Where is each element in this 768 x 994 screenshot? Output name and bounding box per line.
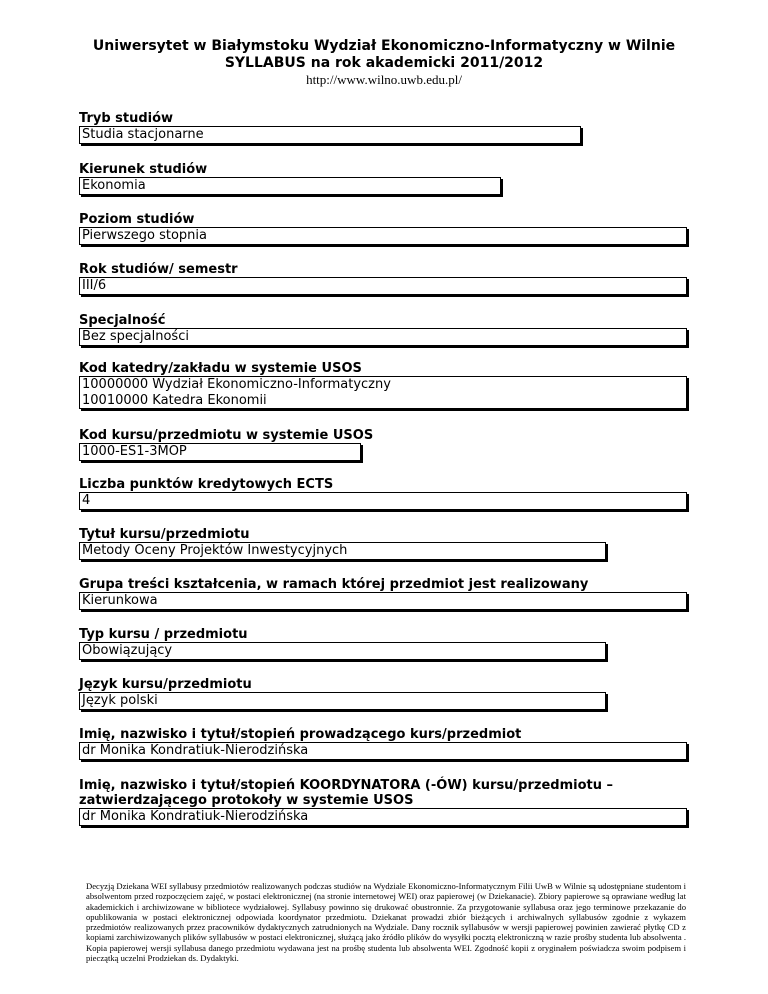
field-lecturer bbox=[79, 727, 687, 760]
field-course-type bbox=[79, 627, 606, 660]
field-label: Liczba punktów kredytowych ECTS bbox=[79, 477, 334, 492]
field-label: Rok studiów/ semestr bbox=[79, 262, 238, 277]
field-value: III/6 bbox=[79, 277, 687, 295]
field-content-group bbox=[79, 577, 687, 610]
field-value: 4 bbox=[79, 492, 687, 510]
field-coordinator bbox=[79, 778, 687, 826]
field-value: Bez specjalności bbox=[79, 328, 687, 346]
field-value: Metody Oceny Projektów Inwestycyjnych bbox=[79, 542, 606, 560]
field-label: Typ kursu / przedmiotu bbox=[79, 627, 248, 642]
field-value: dr Monika Kondratiuk-Nierodzińska bbox=[79, 808, 687, 826]
field-label: Grupa treści kształcenia, w ramach której przedmiot jest realizowany bbox=[79, 577, 589, 592]
field-label: Poziom studiów bbox=[79, 212, 195, 227]
field-course-title bbox=[79, 527, 606, 560]
field-value: 1000-ES1-3MOP bbox=[79, 443, 361, 461]
field-department-code bbox=[79, 361, 687, 409]
field-course-language bbox=[79, 677, 606, 710]
field-label: Imię, nazwisko i tytuł/stopień prowadzącego kurs/przedmiot bbox=[79, 727, 522, 742]
field-value: Pierwszego stopnia bbox=[79, 227, 687, 245]
document-header bbox=[0, 38, 768, 88]
field-study-mode bbox=[79, 111, 581, 144]
field-value: Ekonomia bbox=[79, 177, 501, 195]
field-value-line: 10000000 Wydział Ekonomiczno-Informatyczny bbox=[82, 377, 391, 392]
university-title: Uniwersytet w Białymstoku Wydział Ekonomiczno-Informatyczny w Wilnie bbox=[92, 38, 676, 54]
field-value-line: 10010000 Katedra Ekonomii bbox=[82, 393, 267, 408]
field-value: Język polski bbox=[79, 692, 606, 710]
field-label: zatwierdzającego protokoły w systemie USOS bbox=[79, 793, 414, 808]
field-field-of-study bbox=[79, 162, 501, 195]
field-year-semester bbox=[79, 262, 687, 295]
field-label: Imię, nazwisko i tytuł/stopień KOORDYNATORA (-ÓW) kursu/przedmiotu – bbox=[79, 778, 614, 793]
field-label: Kod kursu/przedmiotu w systemie USOS bbox=[79, 428, 374, 443]
field-value bbox=[79, 376, 687, 409]
field-course-code bbox=[79, 428, 373, 461]
field-value: Obowiązujący bbox=[79, 642, 606, 660]
field-label: Język kursu/przedmiotu bbox=[79, 677, 252, 692]
field-label: Kierunek studiów bbox=[79, 162, 208, 177]
field-value: Kierunkowa bbox=[79, 592, 687, 610]
field-ects-points bbox=[79, 477, 687, 510]
field-label: Tryb studiów bbox=[79, 111, 174, 126]
field-label: Kod katedry/zakładu w systemie USOS bbox=[79, 361, 362, 376]
field-value: Studia stacjonarne bbox=[79, 126, 581, 144]
syllabus-title: SYLLABUS na rok akademicki 2011/2012 bbox=[224, 55, 544, 71]
field-label: Tytuł kursu/przedmiotu bbox=[79, 527, 250, 542]
field-label: Specjalność bbox=[79, 313, 166, 328]
website-link[interactable]: http://www.wilno.uwb.edu.pl/ bbox=[306, 72, 462, 87]
field-value: dr Monika Kondratiuk-Nierodzińska bbox=[79, 742, 687, 760]
footer-note: Decyzją Dziekana WEI syllabusy przedmiotów realizowanych podczas studiów na Wydziale Ekonomiczno-Informatycznym Filii UwB w Wilnie są udostępniane studentom i absolwentom przed rozpoczęciem zajęć, w postaci elektronicznej (na stronie internetowej WEI) oraz papierowej (w Dziekanacie). Zbiory papierowe są oprawiane według lat akademickich i archiwizowane w bibliotece wydziałowej. Syllabusy powinno się drukować obustronnie. Za przygotowanie syllabusa oraz jego terminowe przekazanie do opublikowania w postaci elektronicznej odpowiada koordynator przedmiotu. Dziekanat prowadzi zbiór bieżących i archiwalnych syllabusów zgodnie z wykazem przedmiotów realizowanych przez pracowników dydaktycznych zatrudnionych na Wydziale. Dany rocznik syllabusów w wersji papierowej powinien zawierać płytkę CD z kopiami zarchiwizowanych plików syllabusów w postaci elektronicznej, służącą jako źródło plików do wysyłki pocztą elektroniczną w razie prośby studenta lub absolwenta . Kopia papierowej wersji syllabusa danego przedmiotu wydawana jest na prośbę studenta lub absolwenta WEI. Zgodność kopii z oryginałem poświadcza swoim podpisem i pieczątką uczelni Prodziekan ds. Dydaktyki. bbox=[86, 881, 686, 964]
field-study-level bbox=[79, 212, 687, 245]
field-specialization bbox=[79, 313, 687, 346]
